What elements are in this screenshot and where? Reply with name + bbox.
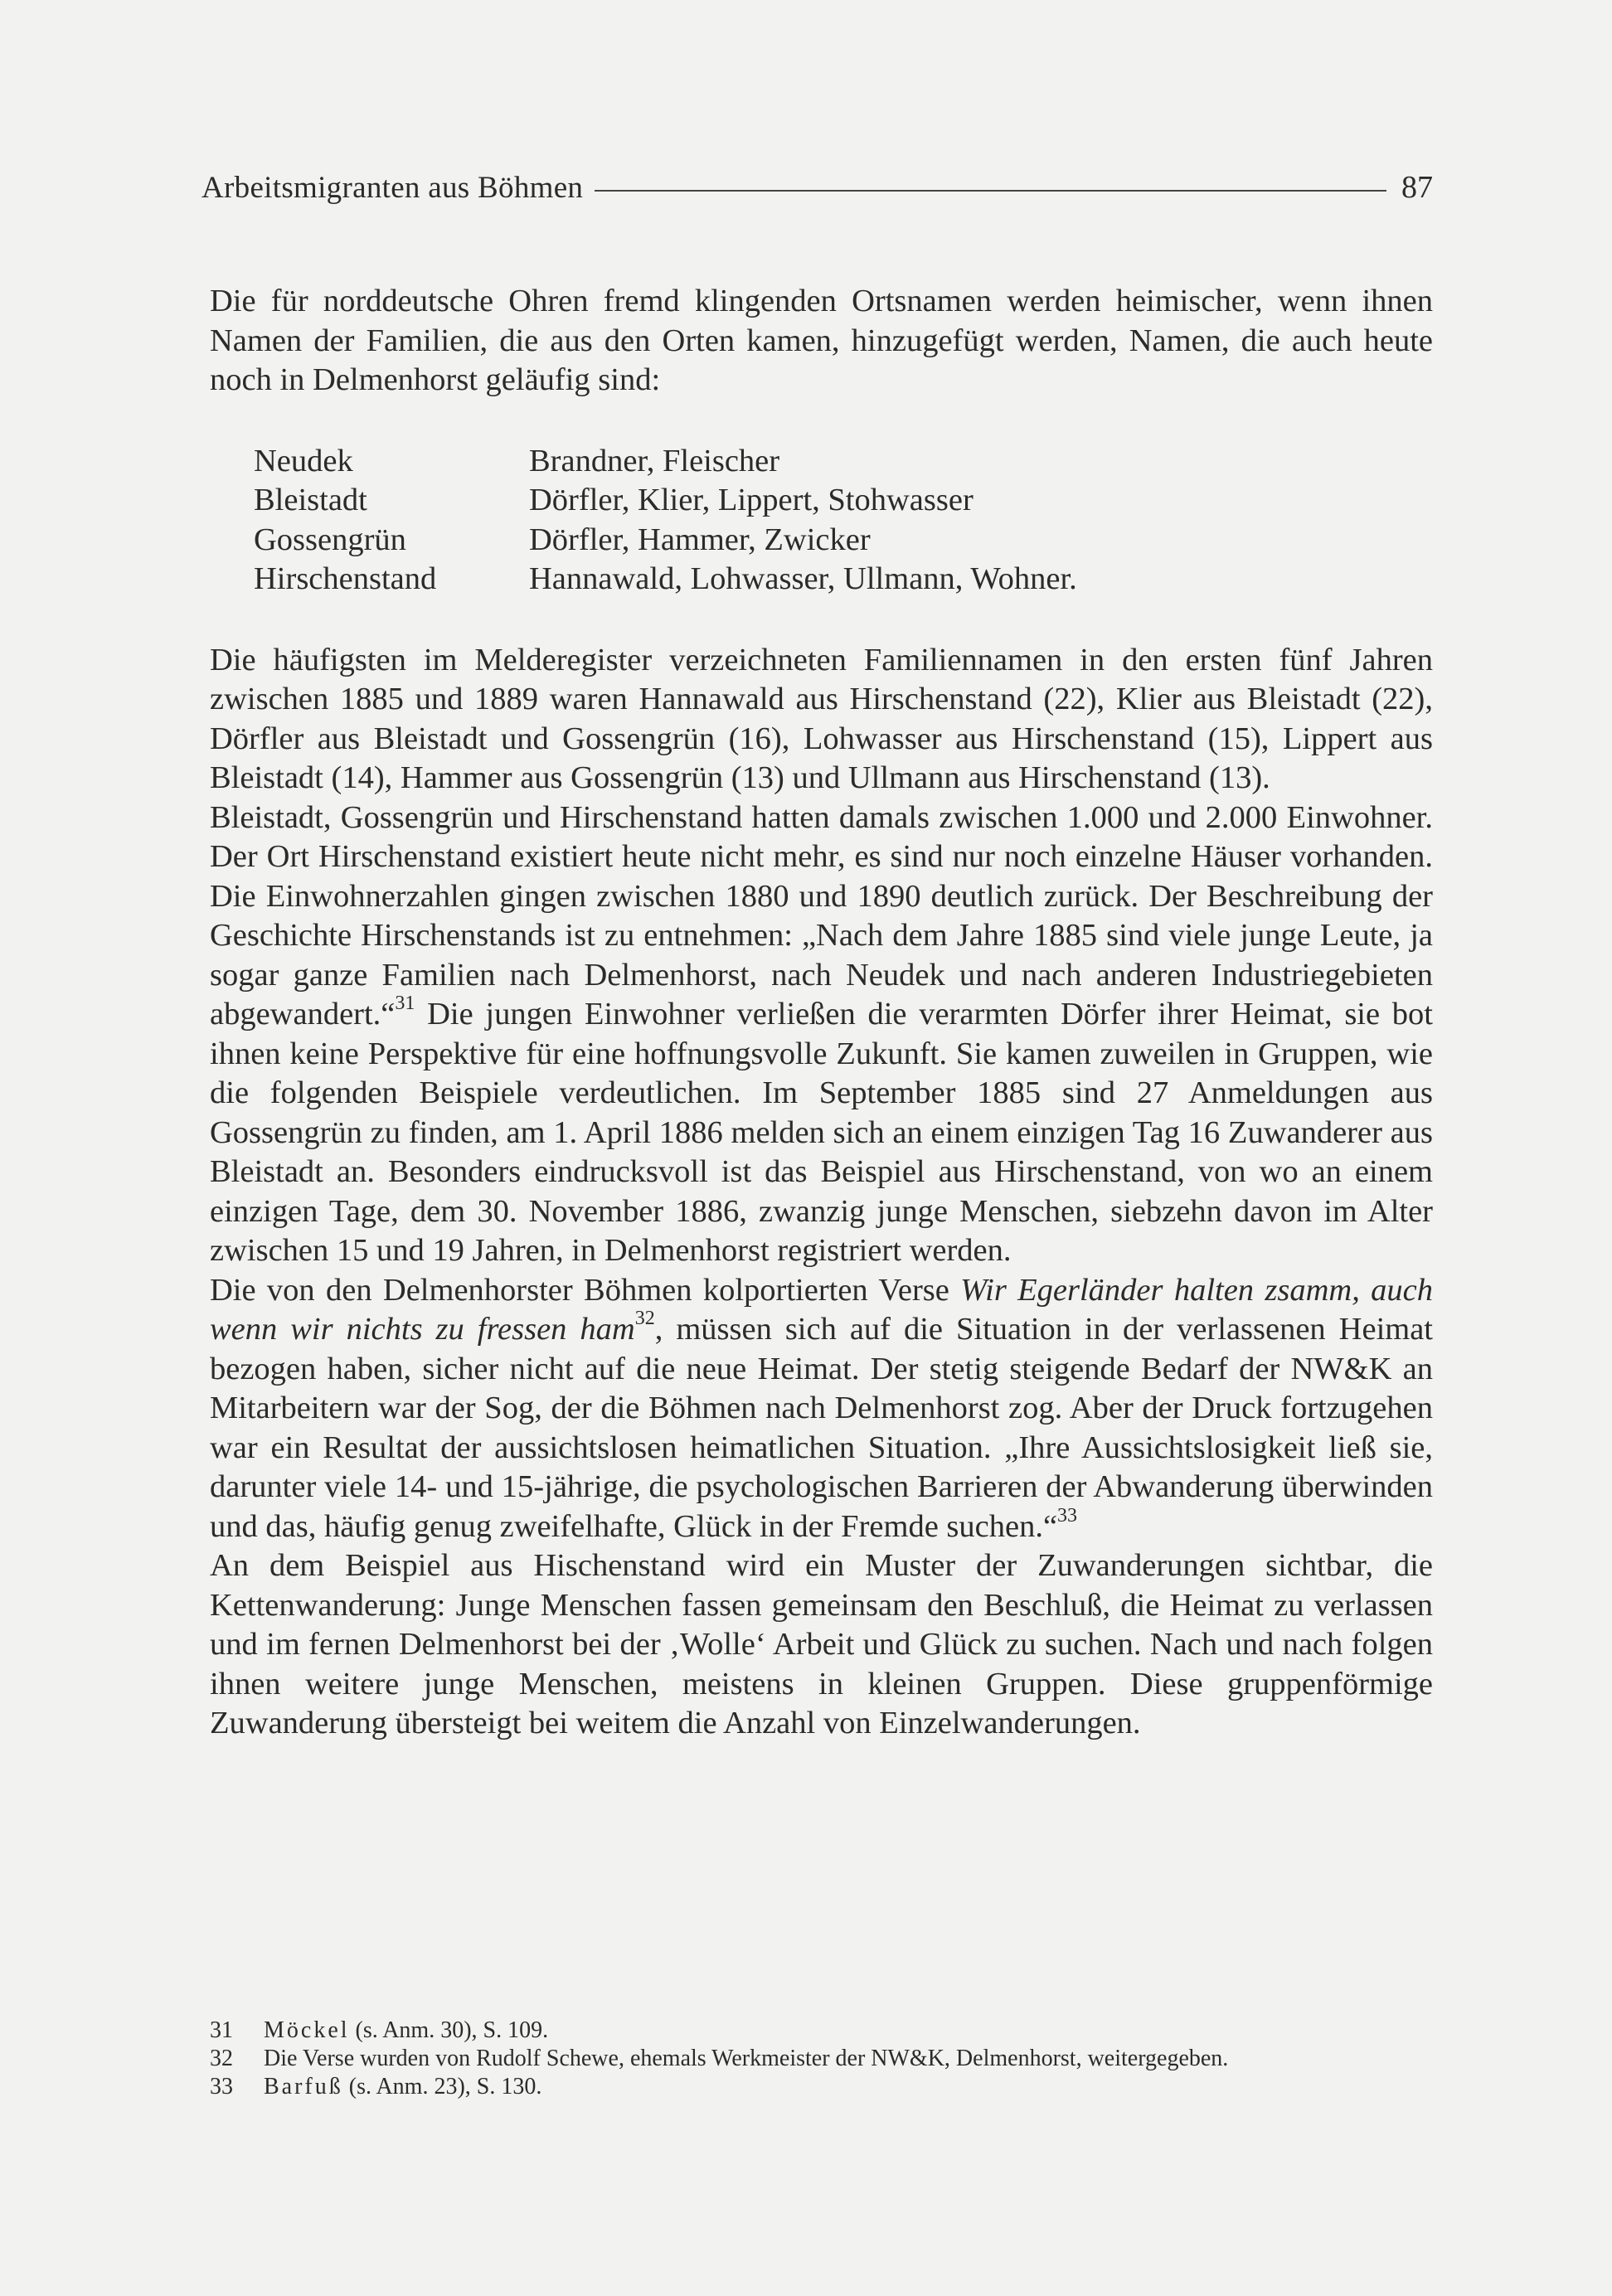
footnote-ref: 31 [395,993,415,1015]
paragraph-verses [210,1271,1433,1547]
table-row [254,481,1077,521]
footnote-ref: 33 [1057,1504,1078,1527]
footnotes [210,2017,1437,2101]
footnote [210,2045,1437,2073]
footnote [210,2017,1437,2045]
paragraph-text: Die von den Delmenhorster Böhmen kolportierten Verse [210,1272,961,1308]
footnote-text [264,2017,548,2045]
verse-quote: Wir Egerländer halten zsamm, auch wenn wir nichts zu fressen ham [210,1272,1433,1347]
place-cell: Hirschenstand [254,561,437,596]
intro-paragraph: Die für norddeutsche Ohren fremd klingenden Ortsnamen werden heimischer, wenn ihnen Namen der Familien, die aus den Orten kamen, hinzugefügt werden, Namen, die auch heute noch in Delmenhorst geläufig sind: [210,284,1433,397]
page-header [202,163,1433,212]
names-cell: Dörfler, Hammer, Zwicker [529,522,871,557]
running-head: Arbeitsmigranten aus Böhmen [202,170,584,205]
footnote-number: 31 [210,2017,233,2043]
names-cell: Dörfler, Klier, Lippert, Stohwasser [529,483,974,517]
header-rule [595,190,1386,192]
page-number: 87 [1401,170,1433,205]
place-cell: Gossengrün [254,522,406,557]
footnote-number: 33 [210,2074,233,2099]
footnote-author: Möckel [264,2017,350,2043]
place-name-table [254,442,1077,599]
table-row [254,560,1077,599]
table-row [254,521,1077,561]
body-text [210,282,1433,1744]
names-cell: Brandner, Fleischer [529,443,780,478]
paragraph-text: Bleistadt, Gossengrün und Hirschenstand hatten damals zwischen 1.000 und 2.000 Einwohner. Der Ort Hirschenstand existiert heute nicht mehr, es sind nur noch einzelne Häuser vorhanden. Die Einwohnerzahlen gingen zwischen 1880 und 1890 deutlich zurück. Der Beschreibung der Geschichte Hirschenstands ist zu entnehmen: „Nach dem Jahre 1885 sind viele junge Leute, ja sogar ganze Familien nach Delmenhorst, nach Neudek und nach anderen Industriegebieten abgewandert.“ [210,799,1433,1032]
footnote-body: (s. Anm. 23), S. 130. [342,2074,542,2099]
place-cell: Neudek [254,443,353,478]
footnote-text [264,2073,541,2101]
names-cell: Hannawald, Lohwasser, Ullmann, Wohner. [529,561,1077,596]
paragraph-text: Die jungen Einwohner verließen die verarmten Dörfer ihrer Heimat, sie bot ihnen keine Perspektive für eine hoffnungsvolle Zukunft. Sie kamen zuweilen in Gruppen, wie die folgenden Beispiele verdeutlichen. Im September 1885 sind 27 Anmeldungen aus Gossengrün zu finden, am 1. April 1886 melden sich an einem einzigen Tag 16 Zuwanderer aus Bleistadt an. Besonders eindrucksvoll ist das Beispiel aus Hirschenstand, von wo an einem einzigen Tage, dem 30. November 1886, zwanzig junge Menschen, siebzehn davon im Alter zwischen 15 und 19 Jahren, in Delmenhorst registriert werden. [210,997,1433,1268]
footnote [210,2073,1437,2101]
table-row [254,442,1077,482]
footnote-ref: 32 [634,1308,655,1330]
paragraph-text: , müssen sich auf die Situation in der verlassenen Heimat bezogen haben, sicher nicht auf die neue Heimat. Der stetig steigende Bedarf der NW&K an Mitarbeitern war der Sog, der die Böhmen nach Delmenhorst zog. Aber der Druck fortzugehen war ein Resultat der aussichtslosen heimatlichen Situation. „Ihre Aussichtslosigkeit ließ sie, darunter viele 14- und 15-jährige, die psychologischen Barrieren der Abwanderung überwinden und das, häufig genug zweifelhafte, Glück in der Fremde suchen.“ [210,1312,1433,1544]
footnote-body: (s. Anm. 30), S. 109. [349,2017,549,2043]
place-cell: Bleistadt [254,483,367,517]
footnote-text [264,2045,1228,2073]
paragraph-chain-migration: An dem Beispiel aus Hischenstand wird ein Muster der Zuwanderungen sichtbar, die Kettenwanderung: Junge Menschen fassen gemeinsam den Beschluß, die Heimat zu verlassen und im fernen Delmenhorst bei der ‚Wolle‘ Arbeit und Glück zu suchen. Nach und nach folgen ihnen weitere junge Menschen, meistens in kleinen Gruppen. Diese gruppenförmige Zuwanderung übersteigt bei weitem die Anzahl von Einzelwanderungen. [210,1548,1433,1740]
footnote-body: Die Verse wurden von Rudolf Schewe, ehemals Werkmeister der NW&K, Delmenhorst, weitergegeben. [264,2046,1229,2071]
footnote-number: 32 [210,2046,233,2071]
paragraph-family-names: Die häufigsten im Melderegister verzeichneten Familiennamen in den ersten fünf Jahren zwischen 1885 und 1889 waren Hannawald aus Hirschenstand (22), Klier aus Bleistadt (22), Dörfler aus Bleistadt und Gossengrün (16), Lohwasser aus Hirschenstand (15), Lippert aus Bleistadt (14), Hammer aus Gossengrün (13) und Ullmann aus Hirschenstand (13). [210,642,1433,795]
paragraph-population [210,799,1433,1271]
footnote-author: Barfuß [264,2074,343,2099]
